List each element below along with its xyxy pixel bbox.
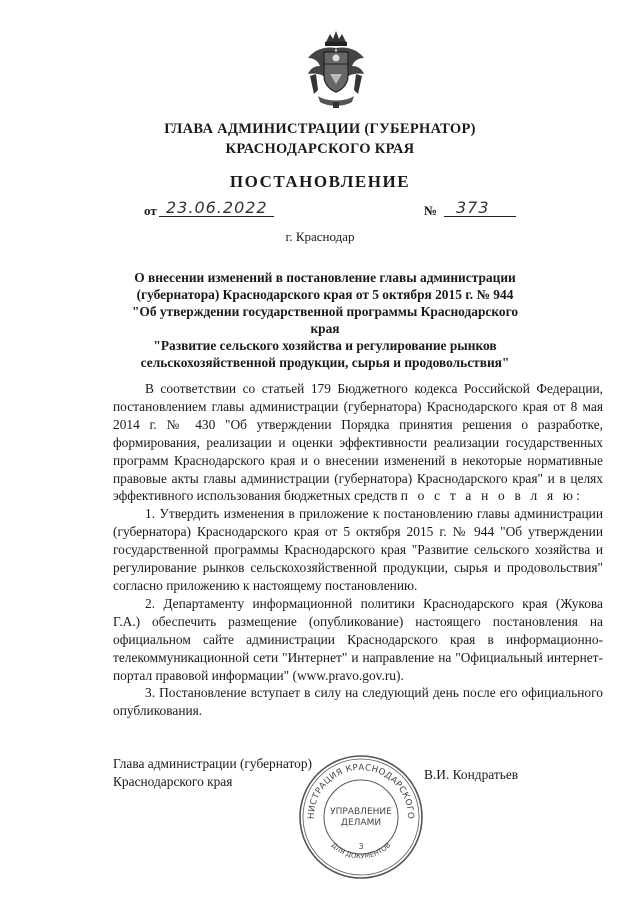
stamp-number: 3 <box>358 842 364 851</box>
date-prefix: от <box>144 203 157 218</box>
decree-title-line: (губернатора) Краснодарского края от 5 октября 2015 г. № 944 <box>136 287 514 302</box>
number-prefix: № <box>424 203 438 218</box>
item-1-paragraph: 1. Утвердить изменения в приложение к постановлению главы администрации (губернатора) Краснодарского края от 5 октября 2015 г. № 944 "Об утверждении государственной программы Краснодарского края "Развитие сельского хозяйства и регулирование рынков сельскохозяйственной продукции, сырья и продовольствия" согласно приложению к настоящему постановлению. <box>113 506 603 593</box>
decree-title-line: "Об утверждении государственной программы Краснодарского края <box>131 304 519 336</box>
decree-body <box>113 380 603 720</box>
stamp-outer-text: НИСТРАЦИЯ КРАСНОДАРСКОГО <box>306 762 416 820</box>
stamp-bottom-text: ДЛЯ ДОКУМЕНТОВ <box>329 841 393 861</box>
stamp-inner-line2: ДЕЛАМИ <box>340 818 382 828</box>
preamble-text: В соответствии со статьей 179 Бюджетного кодекса Российской Федерации, постановлением главы администрации (губернатора) Краснодарского края от 8 мая 2014 г. № 430 "Об утверждении Порядка принятия решения о разработке, формирования, реализации и оценки эффективности реализации государственных программ Краснодарского края и о внесении изменений в некоторые нормативные правовые акты главы администрации (губернатора) Краснодарского края" и в целях эффективного использования бюджетных средств <box>113 381 603 504</box>
signatory-position-line2: Краснодарского края <box>113 774 233 789</box>
authority-title-line2: КРАСНОДАРСКОГО КРАЯ <box>225 141 415 157</box>
signatory-position <box>113 755 312 791</box>
item-2-paragraph: 2. Департаменту информационной политики Краснодарского края (Жукова Г.А.) обеспечить размещение (опубликование) настоящего постановления на официальном сайте администрации Краснодарского края в информационно-телекоммуникационной сети "Интернет" и направление на "Официальный интернет-портал правовой информации" (www.pravo.gov.ru). <box>113 595 603 683</box>
city-label: г. Краснодар <box>285 229 355 244</box>
decree-title <box>120 269 530 371</box>
authority-title-line1: ГЛАВА АДМИНИСТРАЦИИ (ГУБЕРНАТОР) <box>164 121 476 137</box>
date-field <box>144 200 274 222</box>
decree-title-line: "Развитие сельского хозяйства и регулирование рынков <box>153 338 497 353</box>
coat-of-arms-emblem <box>300 28 372 110</box>
document-type-heading: ПОСТАНОВЛЕНИЕ <box>229 172 411 191</box>
official-stamp <box>296 752 426 882</box>
signatory-position-line1: Глава администрации (губернатор) <box>113 756 313 771</box>
preamble-paragraph <box>113 380 603 505</box>
decree-title-line: сельскохозяйственной продукции, сырья и продовольствия" <box>140 355 510 370</box>
decree-title-line: О внесении изменений в постановление главы администрации <box>134 270 516 285</box>
stamp-inner-line1: УПРАВЛЕНИЕ <box>330 807 392 817</box>
item-3-paragraph: 3. Постановление вступает в силу на следующий день после его официального опубликования. <box>113 685 603 719</box>
signatory-name: В.И. Кондратьев <box>424 767 519 782</box>
number-field <box>424 200 516 222</box>
number-value: 373 <box>456 198 490 217</box>
date-value: 23.06.2022 <box>166 198 268 217</box>
resolve-word: п о с т а н о в л я ю: <box>400 488 583 504</box>
